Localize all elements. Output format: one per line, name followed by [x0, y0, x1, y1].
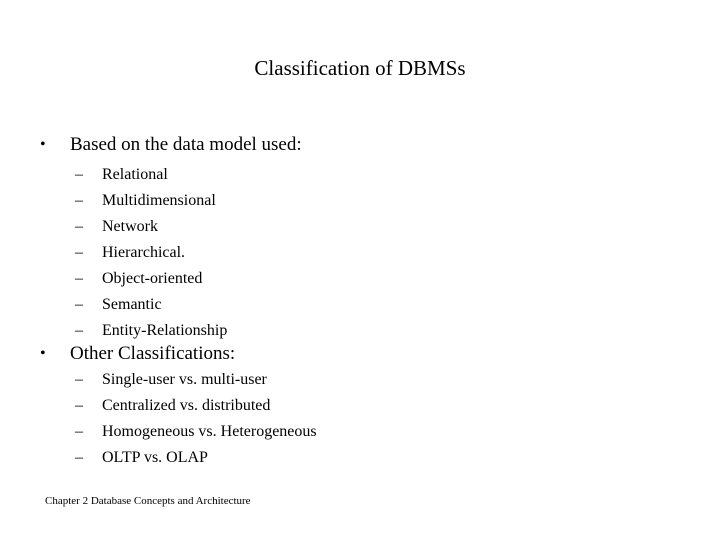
dash-icon: –	[75, 449, 83, 466]
dash-icon: –	[75, 296, 83, 313]
sub-item-text: Entity-Relationship	[102, 322, 228, 339]
bullet-item	[0, 132, 720, 158]
sub-item	[0, 292, 720, 318]
sub-item	[0, 240, 720, 266]
sub-item-text: Network	[102, 218, 158, 235]
dash-icon: –	[75, 244, 83, 261]
bullet-icon: •	[40, 345, 46, 362]
sub-item-text: Relational	[102, 166, 168, 183]
sub-item-text: OLTP vs. OLAP	[102, 449, 208, 466]
sub-list	[0, 367, 720, 471]
sub-item-text: Homogeneous vs. Heterogeneous	[102, 423, 317, 440]
sub-item-text: Object-oriented	[102, 270, 203, 287]
dash-icon: –	[75, 371, 83, 388]
bullet-item	[0, 341, 720, 367]
bullet-icon: •	[40, 136, 46, 153]
dash-icon: –	[75, 423, 83, 440]
sub-item	[0, 393, 720, 419]
sub-list	[0, 162, 720, 344]
sub-item-text: Hierarchical.	[102, 244, 186, 261]
sub-item	[0, 419, 720, 445]
sub-item	[0, 367, 720, 393]
dash-icon: –	[75, 166, 83, 183]
sub-item	[0, 162, 720, 188]
sub-item-text: Centralized vs. distributed	[102, 397, 271, 414]
dash-icon: –	[75, 397, 83, 414]
bullet-section-data-model	[0, 132, 720, 344]
sub-item-text: Semantic	[102, 296, 162, 313]
sub-item	[0, 266, 720, 292]
sub-item	[0, 188, 720, 214]
bullet-text: Based on the data model used:	[70, 134, 302, 155]
sub-item	[0, 214, 720, 240]
dash-icon: –	[75, 192, 83, 209]
bullet-text: Other Classifications:	[70, 343, 236, 364]
sub-item-text: Single-user vs. multi-user	[102, 371, 267, 388]
sub-item-text: Multidimensional	[102, 192, 216, 209]
bullet-section-other	[0, 341, 720, 471]
dash-icon: –	[75, 270, 83, 287]
sub-item	[0, 445, 720, 471]
dash-icon: –	[75, 322, 83, 339]
dash-icon: –	[75, 218, 83, 235]
slide-title: Classification of DBMSs	[254, 56, 466, 80]
slide-footer: Chapter 2 Database Concepts and Architecture	[45, 495, 251, 507]
